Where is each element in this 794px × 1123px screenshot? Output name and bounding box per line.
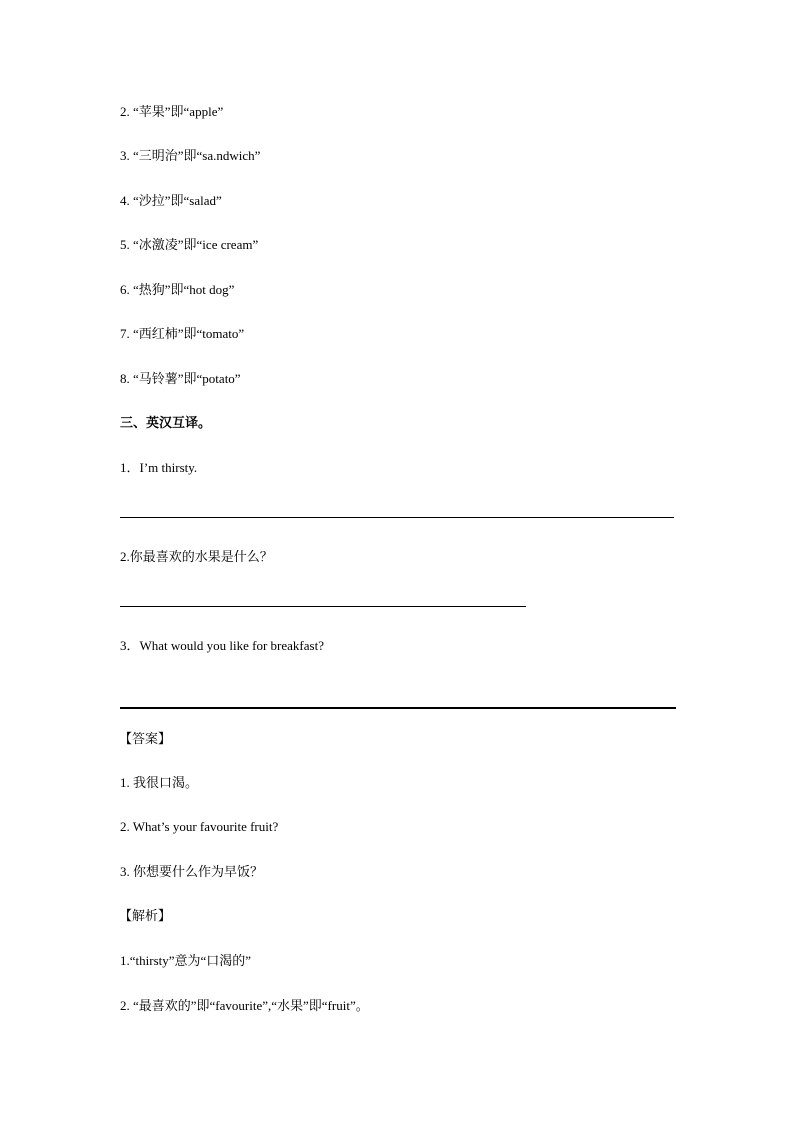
answer-item-1: 1. 我很口渴。 (120, 775, 199, 790)
vocab-item-4: 4. “沙拉”即“salad” (120, 193, 222, 208)
vocab-item-7: 7. “西红柿”即“tomato” (120, 326, 245, 341)
analysis-item-2: 2. “最喜欢的”即“favourite”,“水果”即“fruit”。 (120, 998, 369, 1013)
answer-line-1 (120, 517, 674, 518)
answer-heading: 【答案】 (119, 731, 172, 746)
question-3: 3．What would you like for breakfast? (120, 638, 324, 653)
vocab-item-8: 8. “马铃薯”即“potato” (120, 371, 241, 386)
answer-line-3 (120, 707, 676, 709)
answer-item-2: 2. What’s your favourite fruit? (120, 819, 279, 834)
vocab-item-5: 5. “冰激凌”即“ice cream” (120, 237, 259, 252)
question-2: 2.你最喜欢的水果是什么？ (120, 549, 273, 564)
answer-item-3: 3. 你想要什么作为早饭？ (120, 864, 264, 879)
vocab-item-6: 6. “热狗”即“hot dog” (120, 282, 235, 297)
answer-line-2 (120, 606, 526, 607)
analysis-item-1: 1.“thirsty”意为“口渴的” (120, 953, 252, 968)
question-1: 1．I’m thirsty. (120, 460, 198, 475)
vocab-item-3: 3. “三明治”即“sa.ndwich” (120, 148, 261, 163)
section-heading: 三、英汉互译。 (120, 415, 212, 430)
analysis-heading: 【解析】 (119, 908, 172, 923)
vocab-item-2: 2. “苹果”即“apple” (120, 104, 224, 119)
